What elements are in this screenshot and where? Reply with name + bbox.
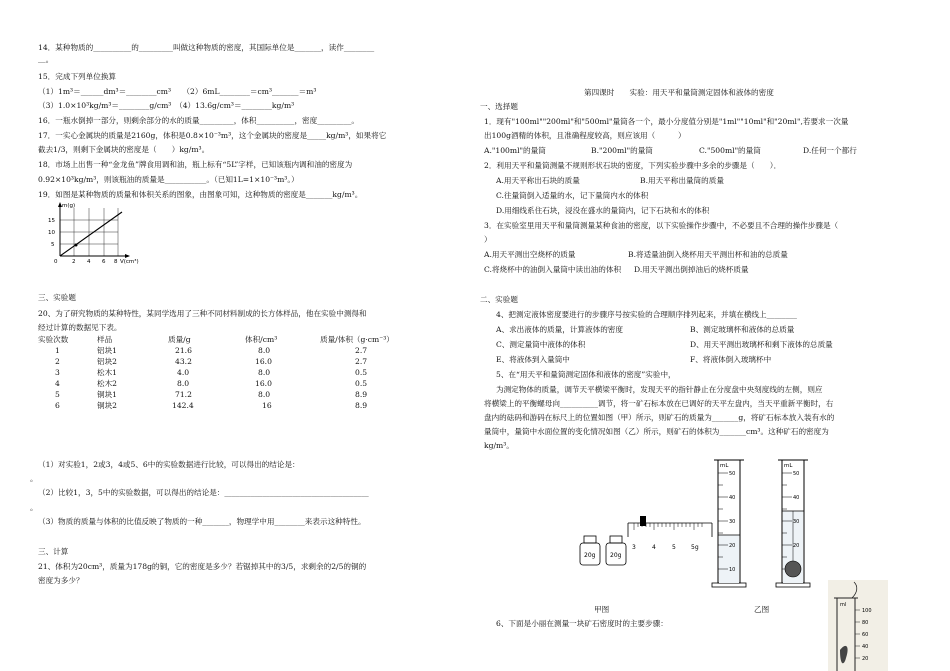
cylinder-tick: 60 <box>862 632 869 638</box>
weight-icon <box>580 536 600 565</box>
ore-icon <box>785 561 801 577</box>
table-header: 体积/cm³ <box>245 335 278 344</box>
graph-x-tick: 6 <box>102 259 106 265</box>
question-20-part-2-end: 。 <box>30 503 38 512</box>
cylinder-unit: mL <box>720 463 729 469</box>
question-2-option-d: D.用细线系住石块，浸没在盛水的量筒内，记下石块和水的体积 <box>496 206 710 215</box>
question-3-option-c: C.将烧杯中的油倒入量筒中读出油的体积 <box>484 265 622 274</box>
graph-y-label: m(g) <box>62 203 76 209</box>
table-cell: 8.9 <box>355 390 368 399</box>
scale-tick-label: 4 <box>652 544 656 551</box>
question-15-line-1: （1）1m³＝______dm³＝________cm³ （2）6mL________＝cm³_______＝m³ <box>38 87 317 96</box>
table-cell: 1 <box>55 346 60 355</box>
table-row <box>0 368 470 378</box>
cylinder-tick: 40 <box>729 495 736 501</box>
table-cell: 5 <box>55 390 60 399</box>
table-cell: 71.2 <box>175 390 192 399</box>
table-cell: 16.0 <box>255 357 272 366</box>
question-5: 5、在“用天平和量筒测定固体和液体的密度”实验中， <box>496 370 676 379</box>
question-2-option-a: A.用天平称出石块的质量 <box>496 176 580 185</box>
question-20-line-2: 经过计算的数据见下表。 <box>38 323 122 332</box>
table-cell: 0.5 <box>355 379 368 388</box>
question-5-line-1: 为测定物体的质量，调节天平横梁平衡时，发现天平的指针静止在分度盘中央刻度线的左侧，则应 <box>496 385 823 394</box>
question-4-step-d: D、用天平测出玻璃杯和剩下液体的总质量 <box>690 340 833 349</box>
table-cell: 4 <box>55 379 60 388</box>
cylinder-tick: 30 <box>729 519 736 525</box>
table-cell: 2 <box>55 357 60 366</box>
question-2-option-c: C.往量筒倒入适量的水，记下量筒内水的体积 <box>496 191 649 200</box>
section-experiment-heading: 三、实验题 <box>38 293 76 302</box>
cylinder-with-ore <box>776 460 810 587</box>
balance-weights-figure <box>570 505 720 585</box>
graduated-cylinders-figure <box>708 455 828 595</box>
graph-origin: 0 <box>54 259 58 265</box>
scale-tick-label: 5 <box>672 544 676 551</box>
table-header: 质量/体积（g·cm⁻³） <box>320 335 394 344</box>
question-4-step-c: C、测定量筒中液体的体积 <box>496 340 586 349</box>
question-16: 16．一瓶水倒掉一部分，则剩余部分的水的质量_________，体积__________，密度_________。 <box>38 116 360 125</box>
cylinder-tick: 50 <box>793 471 800 477</box>
cylinder-unit: mL <box>784 463 793 469</box>
question-2-option-b: B.用天平称出量筒的质量 <box>640 176 724 185</box>
question-20-line-1: 20、为了研究物质的某种特性，某同学选用了三种不同材料制成的长方体样品，他在实验中测得和 <box>38 309 367 318</box>
lesson-title: 第四课时 实验：用天平和量筒测定固体和液体的密度 <box>584 88 774 97</box>
graph-y-tick: 5 <box>51 242 55 248</box>
graph-x-tick: 2 <box>72 259 76 265</box>
figure-jia-caption: 甲图 <box>594 605 610 614</box>
cylinder-tick: 40 <box>793 495 800 501</box>
table-cell: 21.6 <box>175 346 192 355</box>
section-choice-heading: 一、选择题 <box>480 102 518 111</box>
table-header: 质量/g <box>168 335 191 344</box>
table-cell: 松木2 <box>97 379 118 388</box>
table-row <box>0 390 470 400</box>
table-cell: 松木1 <box>97 368 118 377</box>
question-1-option-a: A."100ml"的量筒 <box>484 146 546 155</box>
question-15-title: 15．完成下列单位换算 <box>38 72 117 81</box>
table-cell: 3 <box>55 368 60 377</box>
question-4: 4、把测定液体密度要进行的步骤序号按实验的合理顺序排列起来，并填在横线上________ <box>496 310 797 319</box>
table-cell: 6 <box>55 401 60 410</box>
question-3-option-b: B.将适量油倒入烧杯用天平测出杯和油的总质量 <box>628 250 788 259</box>
question-3-option-d: D.用天平测出倒掉油后的烧杯质量 <box>634 265 749 274</box>
weight-label: 20g <box>610 552 622 559</box>
question-15-line-2: （3）1.0×10³kg/m³＝________g/cm³ （4）13.6g/cm³＝________kg/m³ <box>38 101 295 110</box>
graph-x-tick: 8 <box>114 259 118 265</box>
question-1-line-1: 1．现有"100ml""200ml"和"500ml"量筒各一个，最小分度值分别是"1ml""10ml"和"20ml",若要求一次量 <box>484 117 849 126</box>
question-20-part-1: （1）对实验1，2或3，4或5、6中的实验数据进行比较，可以得出的结论是： <box>38 460 300 469</box>
table-cell: 铜块2 <box>97 401 118 410</box>
mass-volume-graph <box>34 200 144 268</box>
weight-label: 20g <box>584 552 596 559</box>
table-cell: 142.4 <box>172 401 194 410</box>
question-4-step-e: E、将液体到入量筒中 <box>496 355 570 364</box>
question-1-line-2: 出100g酒精的体积，且准确程度较高，则应该用（ ） <box>484 131 686 140</box>
graph-x-label: V(cm³) <box>120 259 139 265</box>
table-cell: 8.0 <box>258 368 271 377</box>
table-header-row <box>0 335 470 345</box>
question-21-line-2: 密度为多少？ <box>38 576 84 585</box>
scale-tick-label: 5g <box>691 544 699 551</box>
question-17-line-2: 截去1/3，则剩下金属块的密度是（ ）kg/m³。 <box>38 145 210 154</box>
table-cell: 2.7 <box>355 346 368 355</box>
question-20-part-1-end: 。 <box>30 474 38 483</box>
table-cell: 0.5 <box>355 368 368 377</box>
table-cell: 铝块1 <box>97 346 118 355</box>
graph-y-tick: 10 <box>48 230 55 236</box>
cylinder-tick: 20 <box>729 543 736 549</box>
cylinder-tick: 10 <box>729 567 736 573</box>
graduated-cylinder-partial <box>828 580 888 671</box>
table-row <box>0 357 470 367</box>
question-18-line-1: 18．市场上出售一种“金龙鱼”牌食用调和油，瓶上标有“5L”字样，已知该瓶内调和油的密度为 <box>38 160 353 169</box>
question-3-line-1: 3．在实验室里用天平和量筒测量某种食油的密度，以下实验操作步骤中，不必要且不合理的操作步骤是（ <box>484 221 839 230</box>
question-5-line-4: 量筒中，量筒中水面位置的变化情况如图（乙）所示，则矿石的体积为_______cm³。这种矿石的密度为 <box>484 427 829 436</box>
scale-tick-label: 3 <box>632 544 636 551</box>
table-header: 样品 <box>97 335 113 344</box>
table-cell: 铜块1 <box>97 390 118 399</box>
question-3-line-2: ） <box>484 235 492 244</box>
table-header: 实验次数 <box>38 335 69 344</box>
table-cell: 16.0 <box>255 379 272 388</box>
question-1-option-c: C."500ml"的量筒 <box>699 146 761 155</box>
table-cell: 8.9 <box>355 401 368 410</box>
section-experiment-heading-right: 二、实验题 <box>480 295 518 304</box>
table-row <box>0 401 470 411</box>
cylinder-tick: 20 <box>862 656 869 662</box>
question-5-line-2: 将横梁上的平衡螺母向__________调节，将一矿石标本放在已调好的天平左盘内，当天平重新平衡时，右 <box>484 399 834 408</box>
graph-y-tick: 15 <box>48 218 55 224</box>
question-1-option-b: B."200ml"的量筒 <box>591 146 653 155</box>
cylinder-tick: 50 <box>729 471 736 477</box>
question-17-line-1: 17．一实心金属块的质量是2160g，体积是0.8×10⁻³m³，这个金属块的密度是_____kg/m³，如果将它 <box>38 131 387 140</box>
figure-yi-caption: 乙图 <box>754 605 770 614</box>
table-cell: 铝块2 <box>97 357 118 366</box>
question-6: 6、下面是小丽在测量一块矿石密度时的主要步骤： <box>496 619 668 628</box>
question-20-part-2: （2）比较1，3，5中的实验数据，可以得出的结论是：______________________________________ <box>38 488 369 497</box>
table-cell: 16 <box>262 401 272 410</box>
cylinder-water-only <box>712 460 746 587</box>
table-cell: 4.0 <box>177 368 190 377</box>
rider-scale <box>628 516 712 551</box>
table-cell: 8.0 <box>177 379 190 388</box>
table-cell: 2.7 <box>355 357 368 366</box>
cylinder-unit: ml <box>840 602 847 608</box>
question-20-part-3: （3）物质的质量与体积的比值反映了物质的一种_______，物理学中用________来表示这种特性。 <box>38 517 366 526</box>
question-1-option-d: D.任何一个都行 <box>803 146 857 155</box>
cylinder-tick: 80 <box>862 620 869 626</box>
question-2: 2．利用天平和量筒测量不规则形状石块的密度，下列实验步骤中多余的步骤是（ ）． <box>484 161 782 170</box>
table-cell: 8.0 <box>258 346 271 355</box>
table-cell: 8.0 <box>258 390 271 399</box>
question-5-line-5: kg/m³。 <box>484 441 514 450</box>
question-4-step-a: A、求出液体的质量，计算液体的密度 <box>496 325 623 334</box>
question-4-step-f: F、将液体倒入玻璃杯中 <box>690 355 772 364</box>
question-3-option-a: A.用天平测出空烧杯的质量 <box>484 250 576 259</box>
cylinder-tick: 20 <box>793 543 800 549</box>
graph-x-tick: 4 <box>87 259 91 265</box>
question-21-line-1: 21、体积为20cm³，质量为178g的铜，它的密度是多少？若锯掉其中的3/5，求剩余的2/5的铜的 <box>38 562 367 571</box>
table-row <box>0 346 470 356</box>
table-row <box>0 379 470 389</box>
question-18-line-2: 0.92×10³kg/m³，则该瓶油的质量是___________。（已知1L=1×10⁻³m³。） <box>38 175 299 184</box>
question-14-tail: ＿。 <box>38 55 54 64</box>
cylinder-tick: 100 <box>862 608 872 614</box>
question-4-step-b: B、测定玻璃杯和液体的总质量 <box>690 325 795 334</box>
section-calculation-heading: 三、计算 <box>38 547 69 556</box>
question-19: 19．如图是某种物质的质量和体积关系的图象，由图象可知，这种物质的密度是_______kg/m³。 <box>38 190 363 199</box>
table-cell: 43.2 <box>175 357 192 366</box>
question-14: 14．某种物质的__________的_________叫做这种物质的密度，其国际单位是_______，读作________ <box>38 43 375 52</box>
cylinder-tick: 30 <box>793 519 800 525</box>
weight-icon <box>606 536 626 565</box>
cylinder-tick: 40 <box>862 644 869 650</box>
question-5-line-3: 盘内的砝码和游码在标尺上的位置如图（甲）所示，则矿石的质量为_______g，将矿石标本放入装有水的 <box>484 413 835 422</box>
